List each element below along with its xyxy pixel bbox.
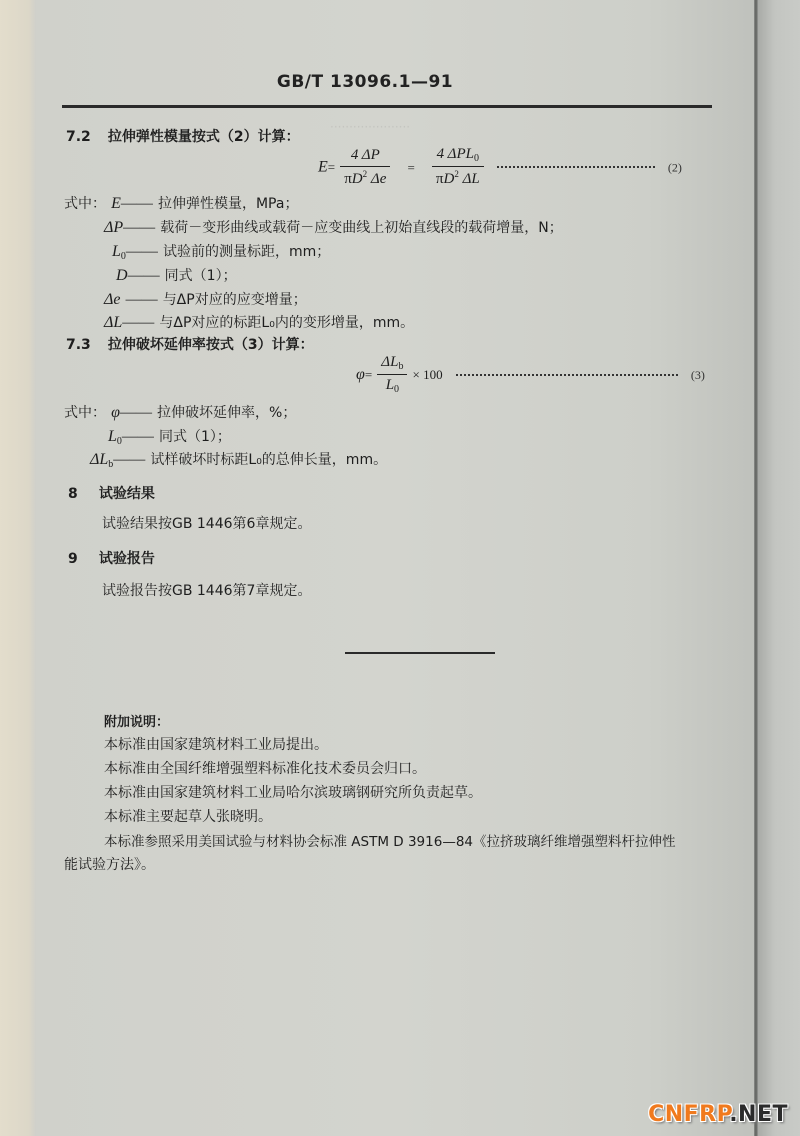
note-line: 本标准主要起草人张晓明。 xyxy=(104,809,272,825)
equation-number: (3) xyxy=(690,368,705,382)
fraction-2: $\frac{4 \Delta PL_0}{\pi D^2 \Delta L}$ xyxy=(432,146,484,188)
header-rule xyxy=(62,105,712,108)
dotted-leader xyxy=(497,166,655,168)
section-8-body: 试验结果按GB 1446第6章规定。 xyxy=(102,516,312,532)
definition-row: $\Delta L_b——$ 试样破坏时标距L₀的总伸长量，mm。 xyxy=(90,451,388,470)
section-8-heading: 8 试验结果 xyxy=(68,486,155,502)
formula-2: E= $\frac{4 \Delta P}{\pi D^2 \Delta e}$ = $\frac{4 \Delta PL_0}{\pi D^2 \Delta L}$ (2) xyxy=(318,146,682,187)
dotted-leader xyxy=(456,374,678,376)
fraction: $\frac{\Delta L_b}{L_0}$ xyxy=(377,354,407,395)
definition-row: ΔP—— 载荷－变形曲线或载荷－应变曲线上初始直线段的载荷增量，N； xyxy=(104,219,563,236)
site-watermark: CNFRP.NET xyxy=(648,1102,788,1127)
definition-row: $L_0——$ 试验前的测量标距，mm； xyxy=(112,243,331,262)
definition-row: D—— 同式（1）； xyxy=(116,267,237,284)
definition-row: 式中： φ—— 拉伸破坏延伸率，%； xyxy=(64,404,297,421)
definition-row: 式中： E—— 拉伸弹性模量，MPa； xyxy=(64,195,299,212)
bleed-through-text: ····················· xyxy=(330,120,411,134)
note-line: 本标准由国家建筑材料工业局哈尔滨玻璃钢研究所负责起草。 xyxy=(104,785,482,801)
note-line: 本标准由国家建筑材料工业局提出。 xyxy=(104,737,328,753)
definition-row: $L_0——$ 同式（1）； xyxy=(108,428,231,447)
standard-code-header: GB/T 13096.1—91 xyxy=(276,72,454,92)
section-7-3-heading: 7.3 拉伸破坏延伸率按式（3）计算： xyxy=(66,337,314,353)
adjacent-page xyxy=(758,0,800,1136)
section-7-2-heading: 7.2 拉伸弹性模量按式（2）计算： xyxy=(66,129,300,145)
fraction-1: $\frac{4 \Delta P}{\pi D^2 \Delta e}$ xyxy=(340,147,390,188)
scan-left-margin xyxy=(0,0,36,1136)
definition-row: ΔL—— 与ΔP对应的标距L₀内的变形增量，mm。 xyxy=(104,314,415,331)
note-line: 本标准参照采用美国试验与材料协会标准 ASTM D 3916—84《拉挤玻璃纤维增强塑料杆拉伸性 xyxy=(104,834,676,850)
formula-3: φ= $\frac{\Delta L_b}{L_0}$ × 100 (3) xyxy=(356,354,705,395)
note-line: 能试验方法》。 xyxy=(64,857,155,873)
section-divider xyxy=(345,652,495,654)
definition-row: Δe —— 与ΔP对应的应变增量； xyxy=(104,291,307,308)
section-9-heading: 9 试验报告 xyxy=(68,551,155,567)
note-line: 本标准由全国纤维增强塑料标准化技术委员会归口。 xyxy=(104,761,426,777)
section-9-body: 试验报告按GB 1446第7章规定。 xyxy=(102,583,312,599)
equation-number: (2) xyxy=(667,160,682,175)
notes-title: 附加说明： xyxy=(104,715,170,730)
